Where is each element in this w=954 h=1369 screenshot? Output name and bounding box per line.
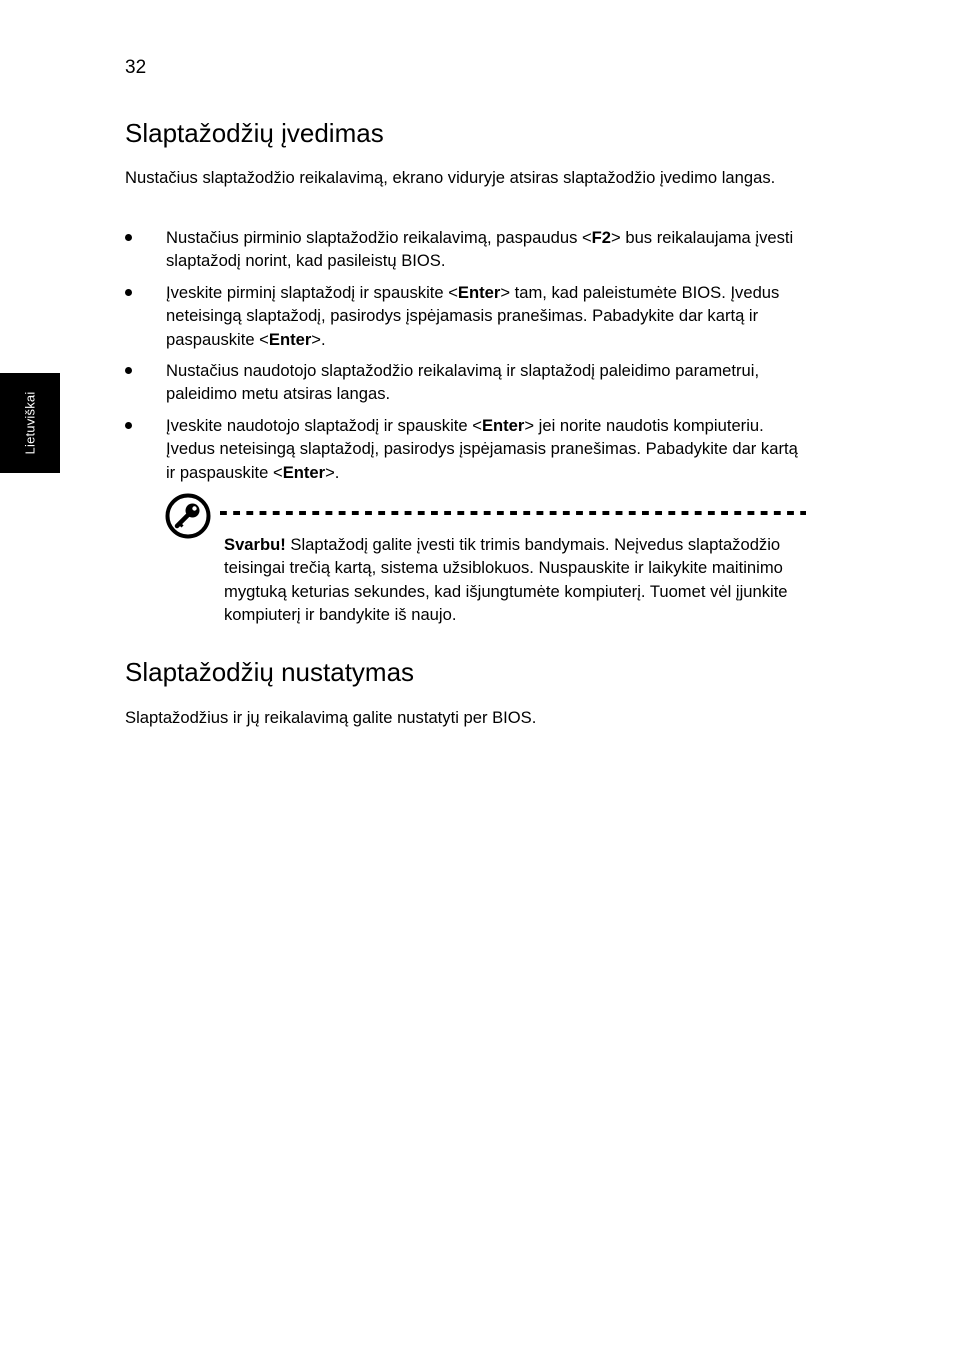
key-name: Enter	[481, 416, 525, 435]
bullet-text: >.	[311, 329, 326, 349]
section-intro-password-setup: Slaptažodžius ir jų reikalavimą galite nustatyti per BIOS.	[125, 708, 537, 727]
bullet-text: Nustačius pirminio slaptažodžio reikalavimą, paspaudus <	[166, 228, 592, 247]
key-name: Enter	[457, 283, 501, 302]
note-divider	[220, 511, 806, 516]
bullet-text: Nustačius naudotojo slaptažodžio reikalavimą ir slaptažodį paleidimo parametrui, paleidimo metu atsiras langas.	[166, 361, 760, 404]
bullet-text: > jei norite naudotis kompiuteriu. Įvedus neteisingą slaptažodį, pasirodys įspėjamasis pranešimas. Pabadykite dar kartą ir paspauskite <	[166, 416, 798, 482]
bullet-icon	[125, 367, 132, 374]
key-name: Enter	[268, 329, 312, 349]
bullet-text: > bus reikalaujama įvesti slaptažodį norint, kad pasileistų BIOS.	[166, 228, 794, 271]
bullet-text: Įveskite pirminį slaptažodį ir spauskite <	[166, 283, 458, 302]
bullet-text: >.	[325, 462, 340, 482]
list-item	[166, 281, 806, 351]
side-tab-label: Lietuviškai	[22, 391, 38, 455]
bullet-text: > tam, kad paleistumėte BIOS. Įvedus neteisingą slaptažodį, pasirodys įspėjamasis pranešimas. Pabadykite dar kartą ir paspauskite <	[166, 283, 780, 349]
section-title-password-setup: Slaptažodžių nustatymas	[125, 657, 415, 687]
key-icon	[165, 493, 211, 539]
bullet-icon	[125, 289, 132, 296]
key-name: Enter	[282, 462, 326, 482]
bullet-icon	[125, 422, 132, 429]
list-item	[166, 359, 806, 406]
list-item	[166, 226, 806, 273]
note-body: Slaptažodį galite įvesti tik trimis bandymais. Neįvedus slaptažodžio teisingai trečią kartą, sistema užsiblokuos. Nuspauskite ir laikykite maitinimo mygtuką keturias sekundes, kad išjungtumėte kompiuterį. Tuomet vėl įjunkite kompiuterį ir bandykite iš naujo.	[224, 535, 788, 625]
page-number: 32	[125, 57, 147, 78]
section-title-password-entry: Slaptažodžių įvedimas	[125, 118, 384, 148]
important-note	[224, 533, 799, 627]
note-label: Svarbu!	[224, 535, 286, 554]
language-side-tab	[0, 373, 60, 473]
section-intro-password-entry: Nustačius slaptažodžio reikalavimą, ekrano viduryje atsiras slaptažodžio įvedimo langas.	[125, 168, 776, 187]
bullet-icon	[125, 234, 132, 241]
list-item	[166, 414, 806, 484]
key-name: F2	[591, 228, 612, 247]
bullet-text: Įveskite naudotojo slaptažodį ir spauskite <	[166, 416, 482, 435]
